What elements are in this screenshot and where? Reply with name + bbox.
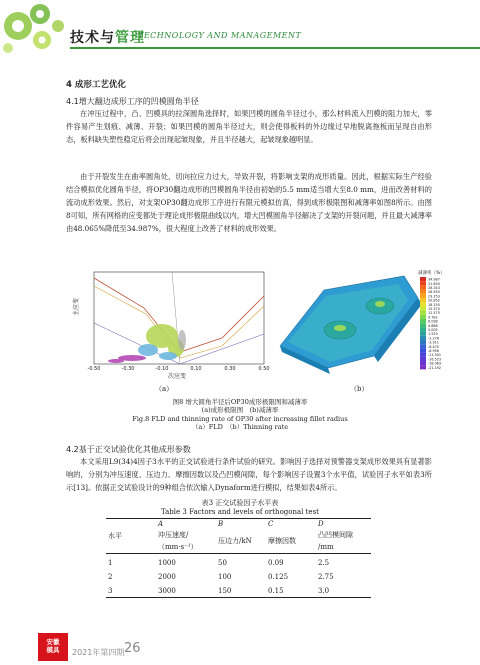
- legend-value: 0.005: [428, 328, 438, 332]
- legend-value: -8.956: [428, 349, 439, 353]
- legend-swatch: [420, 365, 426, 369]
- cell-b: 100: [218, 573, 232, 581]
- legend-value: -3.911: [428, 340, 439, 345]
- legend-value: 1.529: [428, 332, 438, 337]
- col-header-level: 水平: [106, 519, 156, 554]
- cell-a: 1000: [158, 559, 176, 567]
- paragraph-1: 在冲压过程中，凸、凹模具的拉深圆角选择时，如果凹模的圆角半径过小，那么材料流入凹模的阻力加大，零件容易产生划痕、减薄、开裂；如果凹模的圆角半径过大，则会使得板料的外边缘过早地脱离拖板而呈现自由形态，板料缺失塑性稳定后将会出现起皱现象，并且半径越大，起皱现象越明显。: [66, 109, 432, 144]
- legend-swatch: [420, 281, 426, 285]
- legend-swatch: [420, 327, 426, 331]
- journal-badge: 安徽 模具: [38, 633, 68, 661]
- table-caption-cn: 表3 正交试验因子水平表: [201, 499, 279, 507]
- cell-c: 0.15: [266, 582, 316, 598]
- paragraph-3: 本文采用L9(34)4因子3水平的正交试验进行条件试验的研究。影响因子选择对预警器支架成形效果具有显著影响的，分别为冲压速度、压边力、摩擦因数以及凸凹模间隙，每个影响因子设置3个水平值，试验因子水平如表3所示[13]。依据正交试验设计的9种组合依次输入Dynaform进行模拟，结果如表4所示。: [66, 457, 432, 492]
- cell-level: 2: [108, 573, 113, 581]
- table-row: [106, 582, 371, 598]
- legend-value: 6.098: [428, 319, 438, 324]
- col-header-c-code: C: [266, 519, 316, 530]
- gears-logo-icon: [0, 0, 70, 58]
- table-caption-en: Table 3 Factors and levels of orthogonal test: [161, 508, 319, 516]
- legend-swatch: [420, 277, 426, 281]
- legend-value: -6.470: [428, 344, 439, 349]
- col-header-b-name: 压边力/kN: [216, 529, 266, 554]
- legend-swatch: [420, 353, 426, 357]
- fld-xtick-label: 0.30: [224, 366, 236, 372]
- legend-value: -18.063: [428, 361, 442, 366]
- fld-strain-points-gray: [178, 330, 186, 350]
- fld-xtick-label: 0.50: [258, 366, 270, 372]
- subsection-heading-4-2: 4.2基于正交试验优化其他成形参数: [66, 445, 191, 454]
- legend-value: -21.192: [428, 365, 442, 370]
- col-header-c-name: 摩擦因数: [266, 529, 316, 554]
- col-header-a-code: A: [156, 519, 216, 530]
- legend-swatch: [420, 361, 426, 365]
- legend-value: 15.370: [428, 307, 440, 311]
- legend-swatch: [420, 315, 426, 319]
- legend-value: 31.650: [428, 281, 440, 286]
- cell-a: 2000: [158, 573, 176, 581]
- legend-swatch: [420, 302, 426, 306]
- legend-value: -2.278: [428, 336, 439, 341]
- journal-section-title-en: TECHNOLOGY AND MANAGEMENT: [138, 31, 302, 40]
- legend-value: 26.950: [428, 290, 440, 295]
- col-header-d-code: D: [316, 519, 371, 530]
- thinning-legend: [418, 269, 445, 370]
- legend-value: 18.155: [428, 302, 440, 307]
- legend-swatch: [420, 306, 426, 310]
- journal-section-title: 技术与管理: [70, 30, 145, 46]
- figure-label-a: （a）: [155, 385, 174, 393]
- figure-caption-cn: 图8 增大圆角半径后OP30成形极限图和减薄率: [172, 398, 308, 406]
- legend-value: 12.575: [428, 311, 440, 316]
- thinning-contour-plot: [268, 268, 458, 380]
- legend-value: -11.501: [428, 353, 442, 358]
- legend-value: 23.253: [428, 294, 440, 299]
- legend-value: -16.523: [428, 357, 442, 362]
- legend-swatch: [420, 323, 426, 327]
- legend-value: 20.852: [428, 298, 440, 303]
- cell-c: 0.125: [268, 573, 289, 581]
- legend-swatch: [420, 319, 426, 323]
- cell-d: 3.0: [316, 582, 371, 598]
- cell-level: 3: [106, 582, 156, 598]
- legend-value: 4.886: [428, 323, 438, 328]
- legend-swatch: [420, 285, 426, 289]
- section-heading: 4 成形工艺优化: [66, 80, 126, 90]
- subsection-heading-4-1: 4.1增大翻边成形工序的凹模圆角半径: [66, 97, 199, 106]
- issue-label: 2021年第四期: [72, 648, 125, 657]
- legend-value: 28.343: [428, 286, 440, 290]
- legend-swatch: [420, 340, 426, 344]
- factors-levels-table: [106, 518, 371, 598]
- fld-chart: [72, 268, 270, 380]
- legend-swatch: [420, 290, 426, 294]
- legend-swatch: [420, 357, 426, 361]
- legend-value: 34.987: [428, 277, 440, 282]
- legend-value: 9.782: [428, 315, 438, 320]
- legend-swatch: [420, 344, 426, 348]
- legend-swatch: [420, 348, 426, 352]
- fld-ylabel: 主应变: [73, 297, 80, 316]
- figure-caption-en: Fig.8 FLD and thinning rate of OP30 after increasing fillet radius: [132, 415, 348, 423]
- page-number: 26: [124, 641, 141, 656]
- figure-label-b: （b）: [350, 385, 369, 393]
- figure-caption-cn-sub: (a)成形极限图 (b)减薄率: [201, 406, 279, 414]
- legend-swatch: [420, 294, 426, 298]
- col-header-d-unit: /mm: [316, 541, 371, 554]
- figure-caption-en-sub: （a）FLD （b）Thinning rate: [191, 423, 289, 431]
- cell-d: 2.5: [318, 559, 330, 567]
- col-header-a-name: 冲压速度/: [158, 531, 189, 539]
- cell-d: 2.75: [318, 573, 334, 581]
- cell-a: 3000: [156, 582, 216, 598]
- thinning-legend-title: 减薄率（%）: [418, 271, 445, 276]
- legend-swatch: [420, 336, 426, 340]
- fld-xtick-label: -0.10: [155, 366, 169, 372]
- paragraph-2: 由于开裂发生在曲率圆角处，切向拉应力过大，导致开裂，将影响支架的成形质量。因此，根据实际生产经验结合模拟优化圆角半径，将OP30翻边成形的凹模圆角半径由初始的5.5 mm适当增大至8.0 mm，进而改善材料的流动成形效果。然后，对支架OP30翻边成形工序进行有限元模拟仿真，得到成形极限图和减薄率如图8所示。由图8可知，所有网格的应变都处于理论成形极限曲线以内，增大凹模圆角半径解决了支架的开裂问题，并且最大减薄率由48.065%降低至34.987%，很大程度上改善了材料的成形效果。: [66, 172, 432, 233]
- table-row: [106, 554, 371, 569]
- col-header-b-code: B: [216, 519, 266, 530]
- page-header: [0, 0, 480, 58]
- legend-swatch: [420, 298, 426, 302]
- cell-c: 0.09: [268, 559, 284, 567]
- legend-swatch: [420, 311, 426, 315]
- col-header-d-name: 凸凹模间隙: [318, 531, 353, 539]
- fld-xlabel: 次应变: [167, 373, 187, 380]
- table-row: [106, 568, 371, 582]
- col-header-a-unit: （mm·s⁻¹）: [156, 541, 216, 554]
- cell-b: 50: [218, 559, 227, 567]
- cell-level: 1: [108, 559, 113, 567]
- fld-xtick-label: -0.50: [87, 366, 101, 372]
- header-rule: [70, 47, 480, 49]
- fld-xtick-label: -0.30: [121, 366, 135, 372]
- cell-b: 150: [216, 582, 266, 598]
- fld-xtick-label: 0.10: [190, 366, 202, 372]
- legend-swatch: [420, 332, 426, 336]
